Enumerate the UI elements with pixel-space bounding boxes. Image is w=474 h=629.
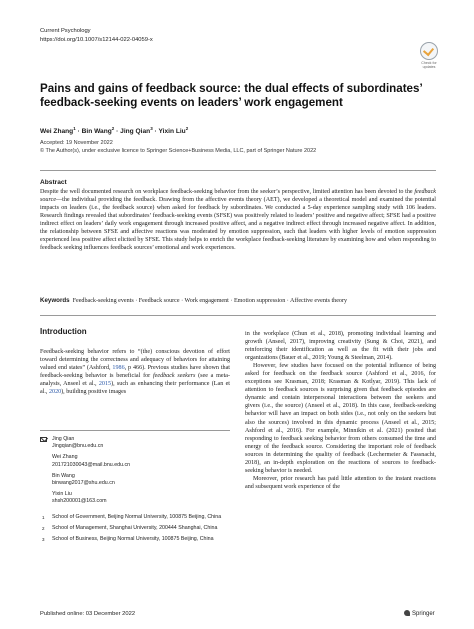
- check-for-updates-badge[interactable]: [418, 42, 440, 69]
- published-online: Published online: 03 December 2022: [40, 611, 136, 617]
- corresponding-author: [40, 473, 230, 487]
- divider: [40, 170, 436, 171]
- affiliation: 3 School of Business, Beijing Normal University, 100875 Beijing, China: [40, 536, 230, 543]
- author-name[interactable]: Jing Qian: [120, 128, 151, 136]
- keywords: [40, 297, 436, 305]
- citation-link[interactable]: 2015: [98, 381, 112, 388]
- author-affiliation-mark: 3: [150, 126, 153, 131]
- correspondent-name: Bin Wang: [52, 472, 75, 479]
- publisher-name: Springer: [412, 611, 435, 617]
- publisher-logo: [404, 610, 435, 617]
- email-link[interactable]: shsh200001@163.com: [52, 498, 107, 505]
- email-link[interactable]: 201721030043@mail.bnu.edu.cn: [52, 461, 131, 468]
- author-affiliation-mark: 2: [111, 126, 115, 131]
- affiliation-text: School of Management, Shanghai University, 200444 Shanghai, China: [52, 524, 218, 531]
- email-link[interactable]: binwang2017@shu.edu.cn: [52, 480, 115, 487]
- accepted-date: Accepted: 19 November 2022: [40, 140, 113, 146]
- corresponding-author: [40, 436, 230, 450]
- correspondence-block: [40, 436, 230, 543]
- introduction-heading: Introduction: [40, 327, 87, 336]
- corresponding-author: [40, 491, 230, 505]
- article-dates: [40, 139, 316, 155]
- intro-paragraph: Moreover, prior research has paid little attention to the instant reactions and subsequent work experience of the: [245, 475, 436, 490]
- springer-horse-icon: [404, 610, 410, 616]
- correspondent-name: Wei Zhang: [52, 454, 78, 461]
- author-affiliation-mark: 1: [73, 126, 76, 131]
- email-link[interactable]: Jingqian@bnu.edu.cn: [52, 443, 104, 450]
- intro-paragraph: Feedback-seeking behavior refers to “(the) conscious devotion of effort toward determining the correctness and adequacy of behaviors for attaining valued end states” (Ashford, 1986, p 466). Previous studies have shown that feedback-seeking behavior is beneficial for feedback seekers (see a meta-analysis, Anseel et al., 2015), such as enhancing their performance (Lan et al., 2020), building positive images: [40, 349, 231, 396]
- journal-header: [40, 27, 153, 45]
- journal-name: Current Psychology: [40, 28, 91, 34]
- keywords-label: Keywords: [40, 297, 70, 304]
- divider: [40, 315, 436, 316]
- check-updates-icon: [420, 42, 438, 60]
- correspondent-name: Yixin Liu: [52, 491, 72, 498]
- doi-link[interactable]: https://doi.org/10.1007/s12144-022-04059-x: [40, 37, 153, 43]
- abstract-heading: Abstract: [40, 179, 67, 186]
- check-updates-label: Check for updates: [421, 61, 437, 69]
- corresponding-author: [40, 454, 230, 468]
- divider: [40, 430, 230, 431]
- author-name[interactable]: Yixin Liu: [158, 128, 186, 136]
- keywords-list: Feedback-seeking events · Feedback source · Work engagement · Emotion suppression · Affective events theory: [72, 298, 348, 304]
- introduction-left-column: [40, 348, 230, 396]
- intro-paragraph: in the workplace (Chun et al., 2018), promoting individual learning and growth (Anseel, 2017), improving creativity (Sung & Choi, 2021), and reinforcing their identification as well as the fit with their jobs and organizations (Bauer et al., 2019; Young & Steelman, 2014).: [245, 331, 436, 362]
- envelope-icon: [40, 437, 47, 442]
- author-affiliation-mark: 2: [185, 126, 189, 131]
- author-name[interactable]: Wei Zhang: [40, 128, 74, 136]
- introduction-right-column: [245, 330, 436, 491]
- article-title: Pains and gains of feedback source: the dual effects of subordinates’ feedback-seeking events on leaders’ work engagement: [40, 82, 423, 109]
- citation-link[interactable]: 2020: [48, 389, 62, 396]
- affiliation-text: School of Government, Beijing Normal University, 100875 Beijing, China: [52, 513, 222, 520]
- copyright-notice: © The Author(s), under exclusive licence to Springer Science+Business Media, LLC, part of Springer Nature 2022: [40, 148, 317, 154]
- citation-link[interactable]: 1986: [112, 365, 125, 372]
- correspondent-name: Jing Qian: [52, 436, 75, 442]
- intro-paragraph: However, few studies have focused on the potential influence of being asked for feedback on the feedback source (Ashford et al., 2016, for exceptions see Krasman, 2018; Krasman & Kotlyar, 2019). This lack of attention to feedback sources is surprising given that feedback episodes are dynamic and contain interpersonal interactions between the seekers and givers (i.e., the source) (Anseel et al., 2018). In this case, feedback-seeking behavior will have an impact on both sides (i.e., not only on the seekers but also the sources) involved in this dynamic process (Anseel et al., 2015; Ashford et al., 2016). For example, Minnikin et al. (2021) posited that responding to feedback seeking behavior from others consumed the time and energy of the feedback source. Considering the important role of feedback sources in determining the quality of feedback (Lechermeier & Fassnacht, 2018), an in-depth exploration on the reactions of sources to feedback-seeking behavior is needed.: [245, 363, 436, 474]
- author-name[interactable]: Bin Wang: [81, 128, 112, 136]
- abstract-text: Despite the well documented research on workplace feedback-seeking behavior from the seeker’s perspective, limited attention has been devoted to the feedback source—the individual providing the feedback. Drawing from the affective events theory (AET), we developed a theoretical model and examined the potential impacts on leaders (i.e., the feedback source) when asked for feedback by subordinates. We conducted a 5-day experience sampling study with 106 leaders. Research findings revealed that subordinates’ feedback-seeking events (SFSE) was positively related to leaders’ positive and negative affect; SFSE had a positive indirect effect on leaders’ daily work engagement through increased positive affect, and a negative indirect effect through increased negative affect. In addition, the relationship between SFSE and affective reactions was moderated by emotion suppression, such that leaders with higher levels of emotion suppression experienced less positive affect elicited by SFSE. This study helps to enrich the workplace feedback-seeking literature by examining how and when responding to feedback seeking influences feedback sources’ emotional and work experiences.: [40, 189, 436, 252]
- author-list: Wei Zhang$^1$ · Bin Wang$^2$ · Jing Qian$^3$ · Yixin Liu$^2$: [40, 126, 189, 136]
- affiliation: 1 School of Government, Beijing Normal University, 100875 Beijing, China: [40, 514, 230, 521]
- affiliation-text: School of Business, Beijing Normal University, 100875 Beijing, China: [52, 536, 214, 543]
- affiliation: 2 School of Management, Shanghai University, 200444 Shanghai, China: [40, 525, 230, 532]
